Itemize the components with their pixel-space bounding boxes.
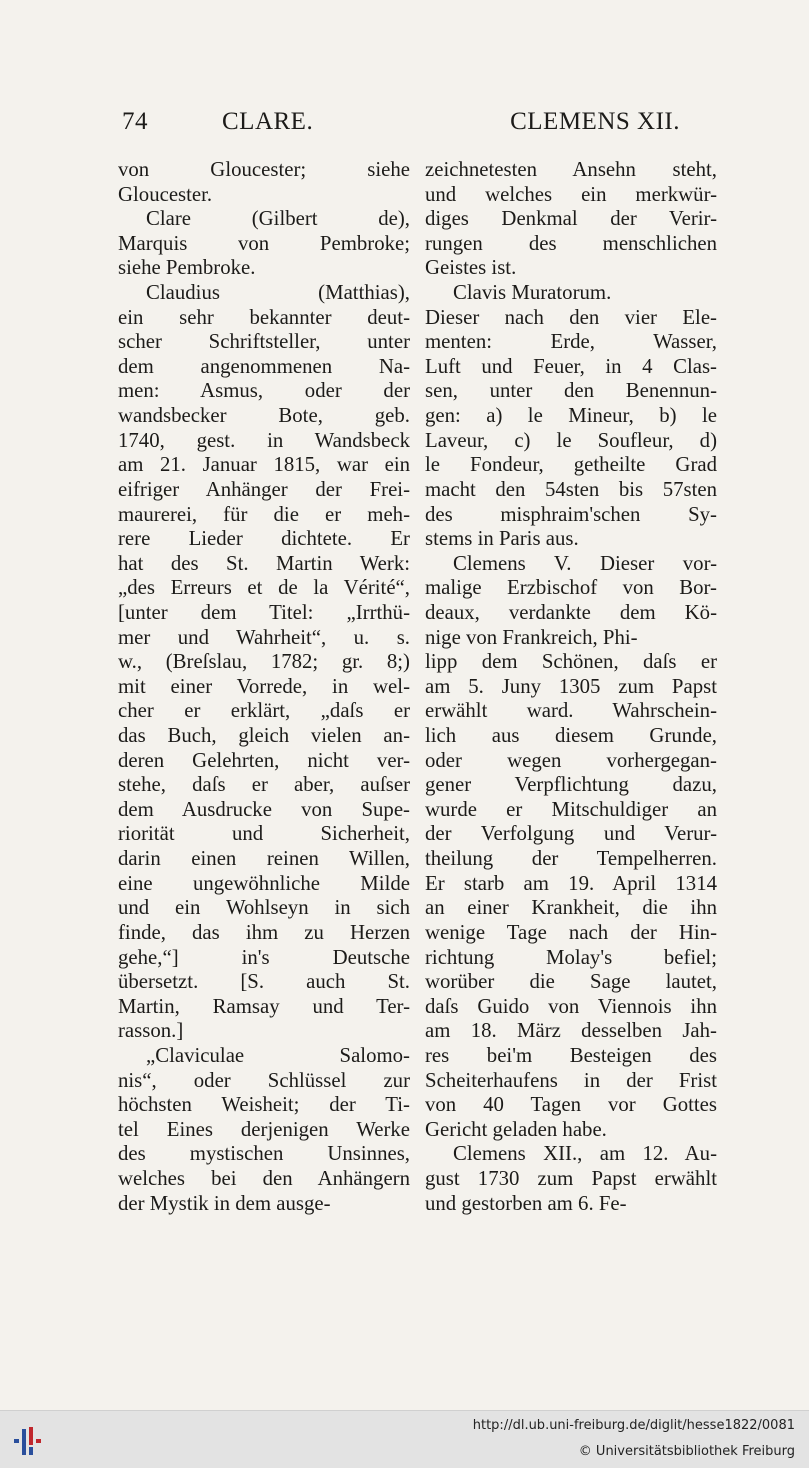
text-line: mit einer Vorrede, in wel- [118,674,410,698]
text-line: mer und Wahrheit“, u. s. [118,625,410,649]
text-line: zeichnetesten Ansehn steht, [425,158,717,181]
page-number: 74 [122,108,148,135]
text-line: wandsbecker Bote, geb. [118,404,410,428]
header-right-title: CLEMENS XII. [510,108,680,135]
text-line: welches bei den Anhängern [118,1166,410,1190]
text-line: am 5. Juny 1305 zum Papst [425,674,717,698]
text-line: Martin, Ramsay und Ter- [118,994,410,1018]
text-line: gen: a) le Mineur, b) le [425,404,717,428]
text-line: wurde er Mitschuldiger an [425,797,717,821]
text-line: daſs Guido von Viennois ihn [425,994,717,1018]
text-line: richtung Molay's befiel; [425,945,717,969]
text-line: maurerei, für die er meh- [118,502,410,526]
text-line: macht den 54sten bis 57sten [425,477,717,501]
text-line: Geistes ist. [425,256,517,280]
text-line: Clemens V. Dieser vor- [453,551,717,575]
text-line: deaux, verdankte dem Kö- [425,600,717,624]
text-line: ein sehr bekannter deut- [118,305,410,329]
copyright-notice: © Universitätsbibliothek Freiburg [578,1444,795,1459]
text-line: Gloucester. [118,182,213,206]
text-line: worüber die Sage lautet, [425,970,717,994]
text-line: deren Gelehrten, nicht ver- [118,748,410,772]
running-header [118,108,718,144]
text-line: Er starb am 19. April 1314 [425,871,717,895]
text-line: rungen des menschlichen [425,231,717,255]
text-line: lich aus diesem Grunde, [425,724,717,748]
text-line: „des Erreurs et de la Vérité“, [118,576,410,600]
text-line: cher er erklärt, „daſs er [118,699,410,723]
text-line: stehe, daſs er aber, auſser [118,773,410,797]
text-line: nis“, oder Schlüssel zur [118,1068,410,1092]
text-line: darin einen reinen Willen, [118,847,410,871]
text-line: oder wegen vorhergegan- [425,748,717,772]
text-line: gust 1730 zum Papst erwählt [425,1166,717,1190]
header-left-title: CLARE. [222,108,314,135]
text-line: Claudius (Matthias), [146,281,410,305]
text-line: Clavis Muratorum. [453,281,612,305]
text-line: Dieser nach den vier Ele- [425,305,717,329]
text-line: res bei'm Besteigen des [425,1043,717,1067]
document-url[interactable]: http://dl.ub.uni-freiburg.de/diglit/hesse1822/0081 [472,1418,795,1433]
text-line: der Verfolgung und Verur- [425,822,717,846]
text-line: stems in Paris aus. [425,527,579,551]
text-line: erwählt ward. Wahrschein- [425,699,717,723]
text-line: und ein Wohlseyn in sich [118,896,410,920]
text-line: eifriger Anhänger der Frei- [118,477,410,501]
text-line: übersetzt. [S. auch St. [118,970,410,994]
text-line: scher Schriftsteller, unter [118,330,410,354]
text-line: menten: Erde, Wasser, [425,330,717,354]
text-line: gehe,“] in's Deutsche [118,945,410,969]
left-text-column [118,158,410,1216]
text-line: eine ungewöhnliche Milde [118,871,410,895]
text-line: w., (Breſslau, 1782; gr. 8;) [118,650,410,674]
text-line: Gericht geladen habe. [425,1117,607,1141]
text-line: Luft und Feuer, in 4 Clas- [425,354,717,378]
text-line: an einer Krankheit, die ihn [425,896,717,920]
text-line: sen, unter den Benennun- [425,379,717,403]
text-line: diges Denkmal der Verir- [425,207,717,231]
text-line: finde, das ihm zu Herzen [118,920,410,944]
text-line: Laveur, c) le Soufleur, d) [425,428,717,452]
text-line: der Mystik in dem ausge- [118,1191,331,1215]
text-line: Scheiterhaufens in der Frist [425,1068,717,1092]
text-line: gener Verpflichtung dazu, [425,773,717,797]
text-line: tel Eines derjenigen Werke [118,1117,410,1141]
text-line: Clare (Gilbert de), [146,207,410,231]
text-line: siehe Pembroke. [118,256,256,280]
text-line: am 21. Januar 1815, war ein [118,453,410,477]
text-line: des misphraim'schen Sy- [425,502,717,526]
text-line: „Claviculae Salomo- [146,1043,410,1067]
text-line: le Fondeur, getheilte Grad [425,453,717,477]
text-line: von Gloucester; siehe [118,158,410,181]
text-line: wenige Tage nach der Hin- [425,920,717,944]
viewer-footer [0,1410,809,1468]
text-line: Marquis von Pembroke; [118,231,410,255]
text-line: höchsten Weisheit; der Ti- [118,1093,410,1117]
text-line: 1740, gest. in Wandsbeck [118,428,410,452]
text-line: rere Lieder dichtete. Er [118,527,410,551]
text-line: dem Ausdrucke von Supe- [118,797,410,821]
text-line: riorität und Sicherheit, [118,822,410,846]
text-line: von 40 Tagen vor Gottes [425,1093,717,1117]
text-line: das Buch, gleich vielen an- [118,724,410,748]
text-line: malige Erzbischof von Bor- [425,576,717,600]
text-line: Clemens XII., am 12. Au- [453,1142,717,1166]
text-line: [unter dem Titel: „Irrthü- [118,600,410,624]
ub-freiburg-logo-icon[interactable] [12,1425,50,1457]
text-line: dem angenommenen Na- [118,354,410,378]
text-line: rasson.] [118,1019,184,1043]
text-line: hat des St. Martin Werk: [118,551,410,575]
text-line: und welches ein merkwür- [425,182,717,206]
text-line: und gestorben am 6. Fe- [425,1191,627,1215]
text-line: nige von Frankreich, Phi- [425,625,638,649]
text-line: des mystischen Unsinnes, [118,1142,410,1166]
text-line: am 18. März desselben Jah- [425,1019,717,1043]
text-line: men: Asmus, oder der [118,379,410,403]
right-text-column [425,158,717,1216]
text-line: lipp dem Schönen, daſs er [425,650,717,674]
text-line: theilung der Tempelherren. [425,847,717,871]
